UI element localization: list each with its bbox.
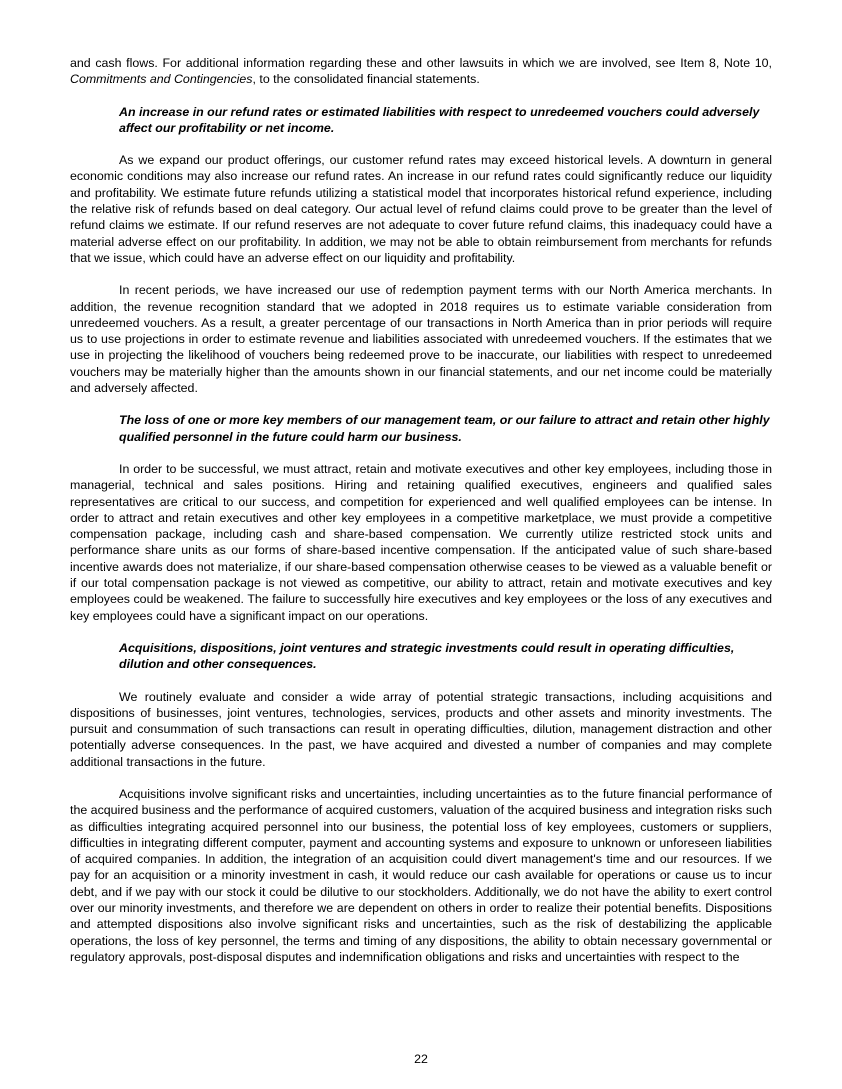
paragraph-acquisitions-2: Acquisitions involve significant risks and uncertainties, including uncertainties as to the future financial performance of the acquired business and the performance of acquired customers, valuation of the acquired business and integration risks such as difficulties integrating acquired personnel into our business, the potential loss of key employees, customers or suppliers, difficulties in integrating different computer, payment and accounting systems and exposure to unknown or unforeseen liabilities of acquired companies. In addition, the integration of an acquisition could divert management's time and our resources. If we pay for an acquisition or a minority investment in cash, it would reduce our cash available for operations or cause us to incur debt, and if we pay with our stock it could be dilutive to our stockholders. Additionally, we do not have the ability to exert control over our minority investments, and therefore we are dependent on others in order to realize their potential benefits. Dispositions and attempted dispositions also involve significant risks and uncertainties, such as the risk of destabilizing the applicable operations, the loss of key personnel, the terms and timing of any dispositions, the ability to obtain necessary governmental or regulatory approvals, post-disposal disputes and indemnification obligations and risks and uncertainties with respect to the <box>70 786 772 964</box>
document-body <box>70 55 772 965</box>
lead-italic-reference: Commitments and Contingencies <box>70 72 253 87</box>
lead-text-start: and cash flows. For additional information regarding these and other lawsuits in which we are involved, see Item 8, Note 10, <box>70 56 772 70</box>
section-heading-key-personnel: The loss of one or more key members of our management team, or our failure to attract and retain other highly qualified personnel in the future could harm our business. <box>119 413 770 444</box>
lead-paragraph <box>70 55 772 88</box>
section-heading-refund-rates: An increase in our refund rates or estimated liabilities with respect to unredeemed vouchers could adversely affect our profitability or net income. <box>119 104 760 135</box>
paragraph-key-personnel-1: In order to be successful, we must attract, retain and motivate executives and other key employees, including those in managerial, technical and sales positions. Hiring and retaining qualified executives, engineers and qualified sales representatives are critical to our success, and competition for experienced and well qualified employees can be intense. In order to attract and retain executives and other key employees in a competitive marketplace, we must provide a competitive compensation package, including cash and share-based compensation. We currently utilize restricted stock units and performance share units as our forms of share-based incentive compensation. If the anticipated value of such share-based incentive awards does not materialize, if our share-based compensation otherwise ceases to be viewed as a valuable benefit or if our total compensation package is not viewed as competitive, our ability to attract, retain and motivate executives and key employees could be weakened. The failure to successfully hire executives and key employees or the loss of any executives and key employees could have a significant impact on our operations. <box>70 461 772 623</box>
lead-text-end: , to the consolidated financial statements. <box>252 72 480 87</box>
page-number: 22 <box>414 1052 428 1066</box>
paragraph-refund-rates-1: As we expand our product offerings, our customer refund rates may exceed historical levels. A downturn in general economic conditions may also increase our refund rates. An increase in our refund rates could significantly reduce our liquidity and profitability. We estimate future refunds utilizing a statistical model that incorporates historical refund experience, including the relative risk of refunds based on deal category. Our actual level of refund claims could prove to be greater than the level of refund claims we estimate. If our refund reserves are not adequate to cover future refund claims, this inadequacy could have a material adverse effect on our profitability. In addition, we may not be able to obtain reimbursement from merchants for refunds that we issue, which could have an adverse effect on our liquidity and profitability. <box>70 153 772 265</box>
paragraph-refund-rates-2: In recent periods, we have increased our use of redemption payment terms with our North America merchants. In addition, the revenue recognition standard that we adopted in 2018 requires us to estimate variable consideration from unredeemed vouchers. As a result, a greater percentage of our transactions in North America than in prior periods will require us to use projections in order to estimate revenue and liabilities associated with unredeemed vouchers. If the estimates that we use in projecting the likelihood of vouchers being redeemed prove to be inaccurate, our liabilities with respect to unredeemed vouchers may be materially higher than the amounts shown in our financial statements, and our net income could be materially and adversely affected. <box>70 283 772 396</box>
paragraph-acquisitions-1: We routinely evaluate and consider a wide array of potential strategic transactions, including acquisitions and dispositions of businesses, joint ventures, technologies, services, products and other assets and minority investments. The pursuit and consummation of such transactions can result in operating difficulties, dilution, management distraction and other potentially adverse consequences. In the past, we have acquired and divested a number of companies and may complete additional transactions in the future. <box>70 689 772 769</box>
section-heading-acquisitions: Acquisitions, dispositions, joint ventures and strategic investments could result in operating difficulties, dilution and other consequences. <box>119 640 735 672</box>
